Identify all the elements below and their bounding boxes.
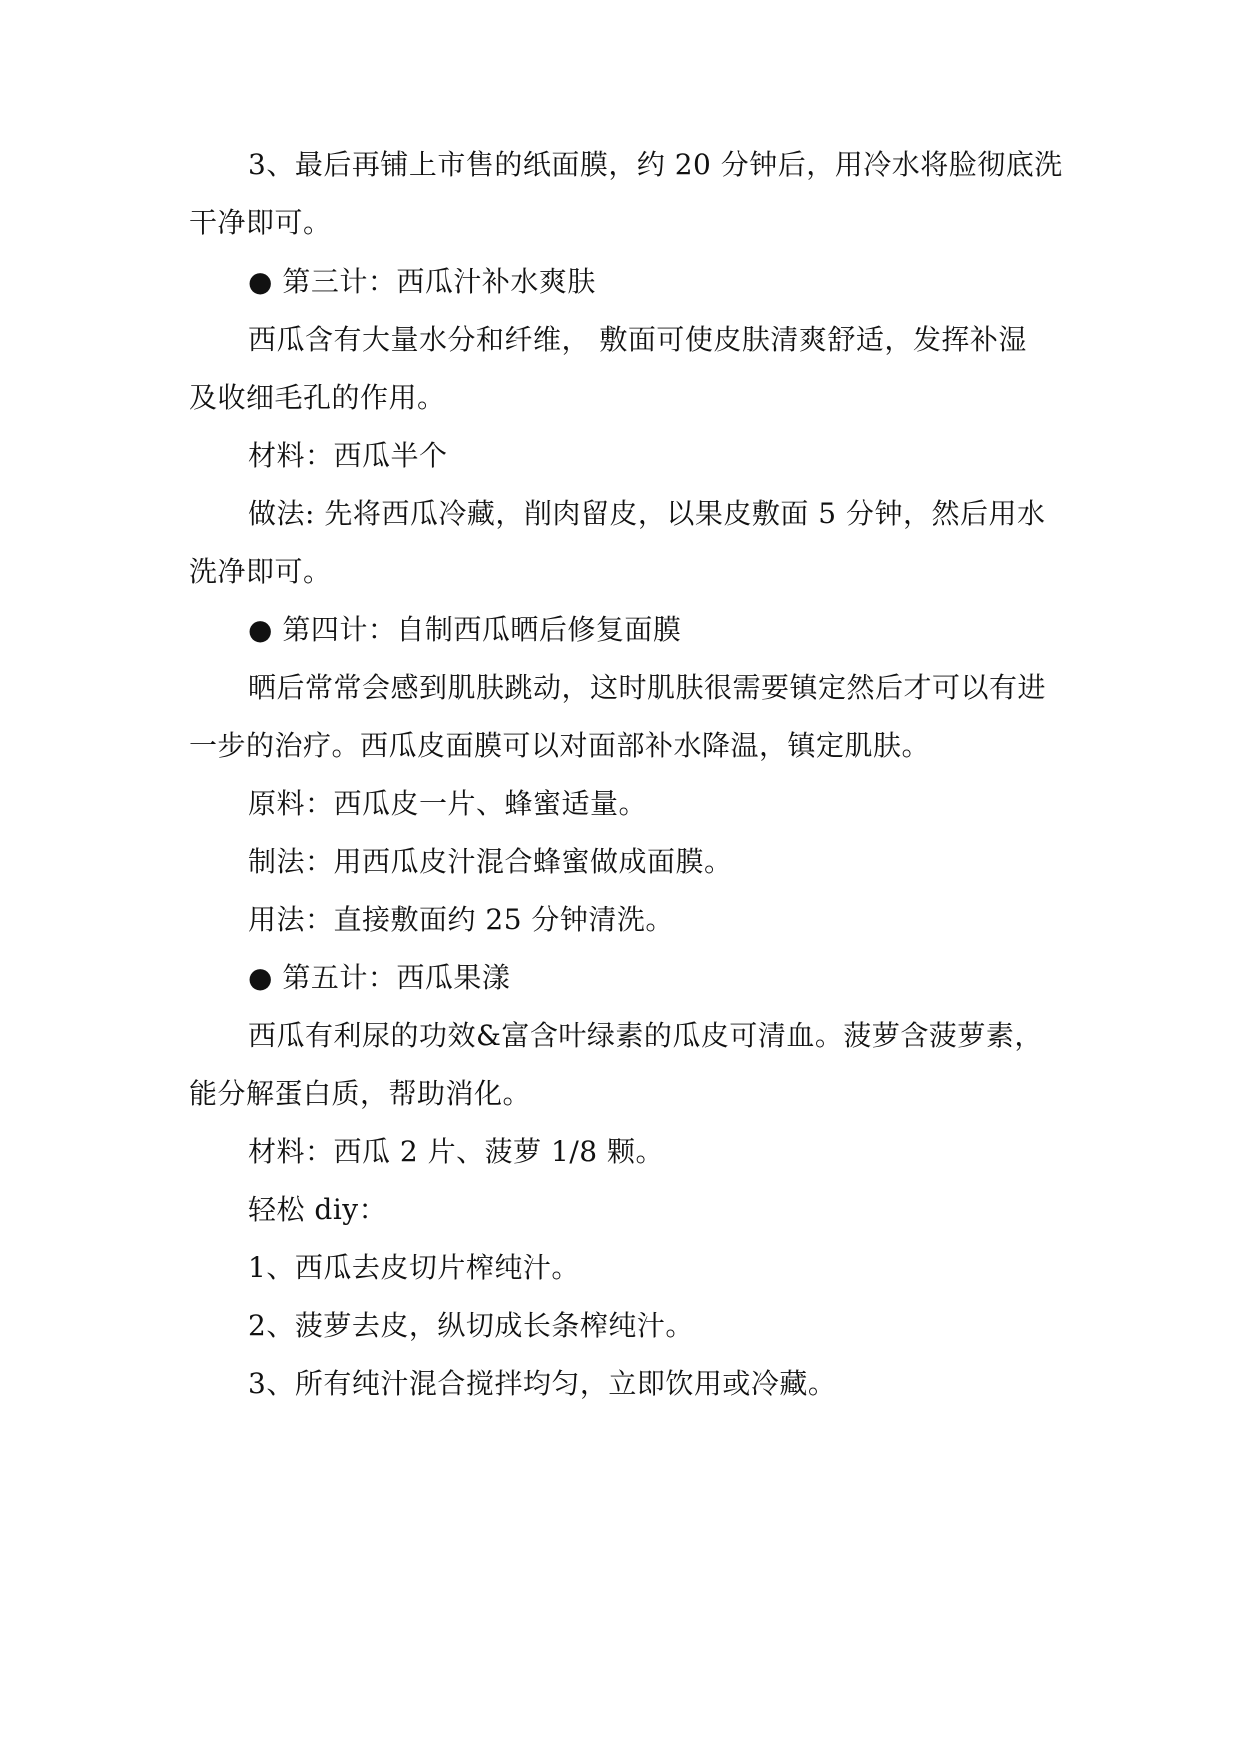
paragraph-line: 材料：西瓜半个 [248,439,448,472]
paragraph-line: 做法: 先将西瓜冷藏，削肉留皮，以果皮敷面 5 分钟，然后用水 [248,497,1046,530]
paragraph-line: 西瓜有利尿的功效&富含叶绿素的瓜皮可清血。菠萝含菠萝素， [248,1019,1043,1052]
paragraph-line: 西瓜含有大量水分和纤维， 敷面可使皮肤清爽舒适，发挥补湿 [248,323,1027,356]
paragraph-line: 能分解蛋白质，帮助消化。 [189,1077,532,1110]
paragraph-line: 材料：西瓜 2 片、菠萝 1/8 颗。 [248,1135,664,1168]
paragraph-line: 2、菠萝去皮，纵切成长条榨纯汁。 [248,1309,694,1342]
paragraph-line: 轻松 diy： [248,1193,388,1226]
paragraph-line: 干净即可。 [189,206,332,239]
paragraph-line: 制法：用西瓜皮汁混合蜂蜜做成面膜。 [248,845,733,878]
paragraph-line: 3、所有纯汁混合搅拌均匀，立即饮用或冷藏。 [248,1367,837,1400]
paragraph-line: 及收细毛孔的作用。 [189,381,446,414]
paragraph-line: 洗净即可。 [189,555,332,588]
section-heading: ● 第四计：自制西瓜晒后修复面膜 [248,613,682,646]
paragraph-line: 3、最后再铺上市售的纸面膜，约 20 分钟后，用冷水将脸彻底洗 [248,148,1063,181]
paragraph-line: 1、西瓜去皮切片榨纯汁。 [248,1251,580,1284]
section-heading: ● 第三计：西瓜汁补水爽肤 [248,265,596,298]
paragraph-line: 一步的治疗。西瓜皮面膜可以对面部补水降温，镇定肌肤。 [189,729,931,762]
paragraph-line: 用法：直接敷面约 25 分钟清洗。 [248,903,674,936]
section-heading: ● 第五计：西瓜果漾 [248,961,511,994]
paragraph-line: 晒后常常会感到肌肤跳动，这时肌肤很需要镇定然后才可以有进 [248,671,1047,704]
paragraph-line: 原料：西瓜皮一片、蜂蜜适量。 [248,787,648,820]
